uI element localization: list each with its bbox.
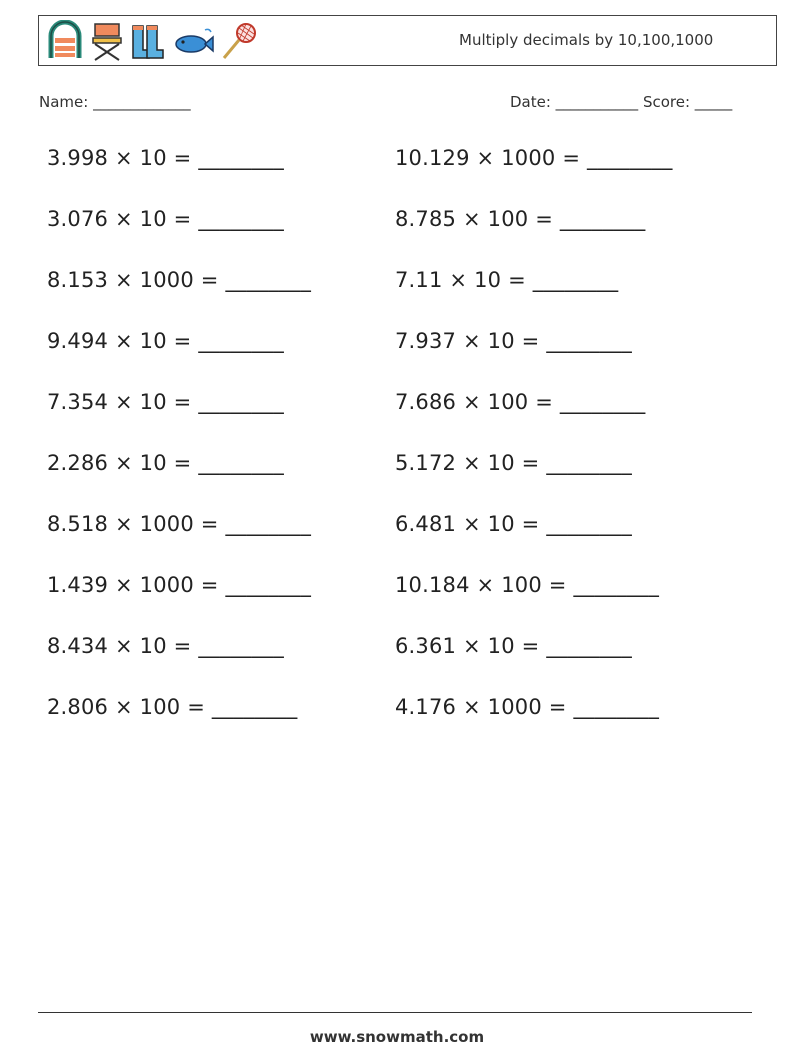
- problem-right: 10.129 × 1000 = ________: [395, 146, 673, 170]
- problem-right: 7.686 × 100 = ________: [395, 390, 646, 414]
- name-field: Name: _____________: [39, 93, 191, 111]
- problem-left: 3.076 × 10 = ________: [47, 207, 284, 231]
- problem-left: 8.153 × 1000 = ________: [47, 268, 312, 292]
- problem-left: 8.518 × 1000 = ________: [47, 512, 312, 536]
- problem-right: 7.937 × 10 = ________: [395, 329, 632, 353]
- problem-row: [47, 329, 747, 390]
- problem-left: 9.494 × 10 = ________: [47, 329, 284, 353]
- problem-left: 8.434 × 10 = ________: [47, 634, 284, 658]
- problem-list: [47, 146, 747, 756]
- rubber-boat-icon: [45, 20, 85, 62]
- problem-left: 7.354 × 10 = ________: [47, 390, 284, 414]
- problem-right: 6.361 × 10 = ________: [395, 634, 632, 658]
- fish-icon: [171, 20, 215, 62]
- problem-right: 4.176 × 1000 = ________: [395, 695, 660, 719]
- worksheet-header: [38, 15, 777, 66]
- footer-divider: [38, 1012, 752, 1013]
- footer-url: www.snowmath.com: [309, 1028, 485, 1046]
- problem-row: [47, 268, 747, 329]
- problem-row: [47, 146, 747, 207]
- worksheet-title: Multiply decimals by 10,100,1000: [459, 31, 714, 49]
- problem-row: [47, 512, 747, 573]
- problem-left: 2.806 × 100 = ________: [47, 695, 298, 719]
- rubber-boots-icon: [129, 20, 167, 62]
- problem-row: [47, 207, 747, 268]
- problem-left: 1.439 × 1000 = ________: [47, 573, 312, 597]
- problem-right: 7.11 × 10 = ________: [395, 268, 619, 292]
- problem-row: [47, 634, 747, 695]
- problem-row: [47, 451, 747, 512]
- camping-chair-icon: [89, 20, 125, 62]
- fishing-net-icon: [219, 20, 259, 62]
- problem-right: 5.172 × 10 = ________: [395, 451, 632, 475]
- problem-right: 6.481 × 10 = ________: [395, 512, 632, 536]
- problem-row: [47, 573, 747, 634]
- problem-left: 2.286 × 10 = ________: [47, 451, 284, 475]
- problem-right: 8.785 × 100 = ________: [395, 207, 646, 231]
- problem-left: 3.998 × 10 = ________: [47, 146, 284, 170]
- problem-row: [47, 695, 747, 756]
- date-score-field: Date: ___________ Score: _____: [510, 93, 733, 111]
- problem-right: 10.184 × 100 = ________: [395, 573, 660, 597]
- problem-row: [47, 390, 747, 451]
- header-icons: [45, 20, 259, 62]
